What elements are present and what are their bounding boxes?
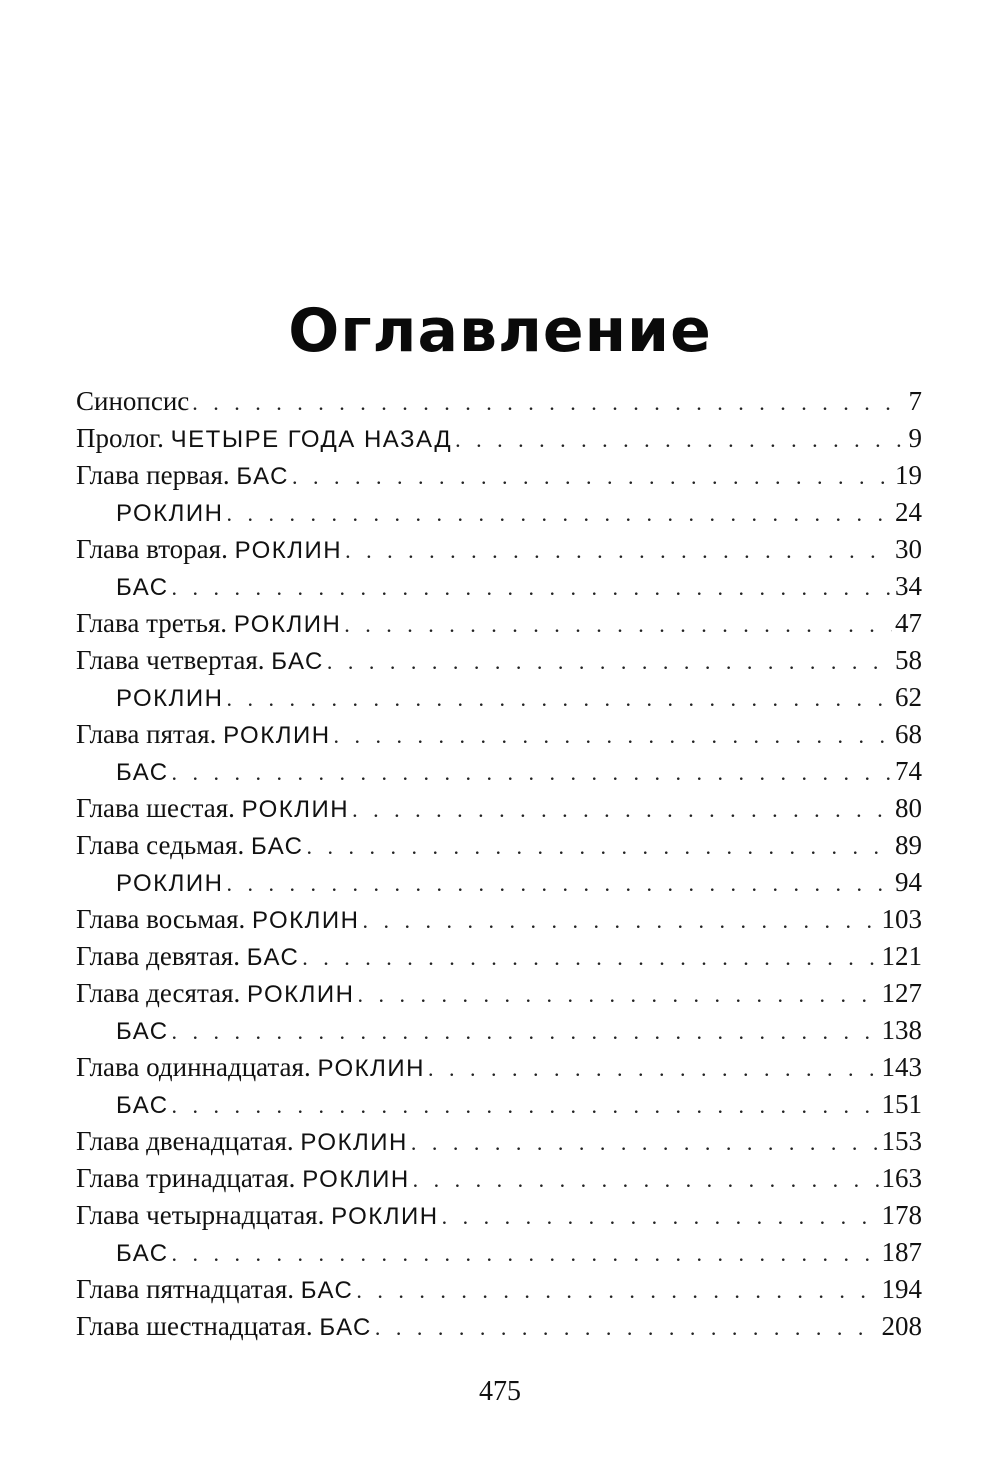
toc-entry-prefix: Глава четырнадцатая. [76,1200,332,1230]
dot-leader [226,680,892,717]
toc-entry [76,716,922,753]
toc-entry-page: 19 [895,460,922,490]
toc-entry-page: 80 [895,793,922,823]
toc-entry [76,827,922,864]
toc-title: Оглавление [288,296,712,366]
toc-entry-label [76,383,189,421]
toc-entry [76,1160,922,1197]
toc-entry [76,938,922,975]
toc-entry [76,457,922,494]
dot-leader [413,1161,879,1198]
dot-leader [411,1124,879,1161]
toc-entry-page: 151 [881,1089,922,1119]
toc-entry [76,531,922,568]
toc-entry-label [76,531,342,569]
toc-entry-page: 74 [895,756,922,786]
toc-entry-title: БАС [250,833,304,860]
toc-entry-label [116,679,223,717]
toc-entry-title: РОКЛИН [302,1166,410,1193]
toc-entry-label [76,1123,408,1161]
toc-entry-title: БАС [116,1092,169,1119]
toc-entry-page: 58 [895,645,922,675]
dot-leader [292,458,892,495]
dot-leader [334,717,892,754]
toc-entry-label [76,1308,372,1346]
dot-leader [172,1013,879,1050]
toc-entry-title: БАС [116,1240,169,1267]
toc-entry-prefix: Глава пятнадцатая. [76,1274,301,1304]
toc-entry [76,975,922,1012]
toc-entry-page: 208 [881,1311,922,1341]
toc-entry-label [116,494,223,532]
toc-entry-page: 143 [881,1052,922,1082]
toc-entry-page: 194 [881,1274,922,1304]
toc-entry-prefix: Глава пятая. [76,719,224,749]
toc-entry [76,642,922,679]
toc-entry [76,420,922,457]
dot-leader [362,902,878,939]
dot-leader [172,569,892,606]
dot-leader [375,1309,879,1346]
toc-entry-title: БАС [116,574,169,601]
toc-entry-page: 68 [895,719,922,749]
toc-entry-prefix: Синопсис [76,386,190,416]
toc-entry-label [116,1086,169,1124]
dot-leader [226,495,892,532]
toc-entry-label [76,420,452,458]
dot-leader [345,532,892,569]
toc-entry-page: 30 [895,534,922,564]
toc-entry-prefix: Глава шестнадцатая. [76,1311,320,1341]
toc-entry-title: РОКЛИН [116,870,224,897]
toc-entry [76,383,922,420]
dot-leader [302,939,878,976]
toc-entry-label [116,1012,169,1050]
toc-entry [76,1049,922,1086]
toc-entry [76,790,922,827]
toc-entry-title: РОКЛИН [317,1055,425,1082]
toc-entry-page: 7 [908,386,922,416]
dot-leader [455,421,905,458]
toc-entry-label [76,1271,353,1309]
toc-entry-title: РОКЛИН [241,796,350,823]
toc-entry [76,1308,922,1345]
toc-entry-page: 24 [895,497,922,527]
dot-leader [172,754,892,791]
toc-entry-page: 9 [908,423,922,453]
toc-entry-title: ЧЕТЫРЕ ГОДА НАЗАД [170,426,453,453]
toc-entry-prefix: Глава первая. [76,460,237,490]
toc-entry-title: БАС [319,1314,372,1341]
toc-entry-subsection [76,568,922,605]
dot-leader [344,606,892,643]
toc-entry-prefix: Пролог. [76,423,171,453]
toc-entry-title: РОКЛИН [234,537,343,564]
toc-entry-page: 153 [881,1126,922,1156]
dot-leader [192,384,905,421]
toc-entry-page: 103 [881,904,922,934]
toc-list [76,383,922,1345]
toc-entry-subsection [76,1012,922,1049]
toc-entry-title: РОКЛИН [223,722,331,749]
toc-entry-prefix: Глава шестая. [76,793,242,823]
toc-entry [76,1197,922,1234]
toc-entry-label [116,753,169,791]
toc-entry-label [76,975,354,1013]
dot-leader [442,1198,879,1235]
toc-entry-prefix: Глава третья. [76,608,234,638]
toc-entry-title: РОКЛИН [247,981,355,1008]
toc-entry-page: 163 [881,1163,922,1193]
toc-entry-label [76,642,324,680]
toc-entry-prefix: Глава десятая. [76,978,247,1008]
dot-leader [226,865,892,902]
toc-entry-subsection [76,494,922,531]
toc-entry-label [76,790,349,828]
toc-entry-label [76,938,299,976]
toc-entry-label [116,864,223,902]
toc-entry-page: 178 [881,1200,922,1230]
toc-entry-prefix: Глава девятая. [76,941,247,971]
toc-entry-subsection [76,1086,922,1123]
toc-entry-label [76,457,289,495]
dot-leader [307,828,892,865]
toc-entry-subsection [76,1234,922,1271]
toc-entry-label [76,716,331,754]
toc-entry-title: РОКЛИН [331,1203,439,1230]
toc-entry-page: 127 [881,978,922,1008]
toc-entry-prefix: Глава седьмая. [76,830,251,860]
toc-entry [76,605,922,642]
toc-entry-title: БАС [236,463,289,490]
toc-entry-title: БАС [271,648,324,675]
toc-entry-prefix: Глава вторая. [76,534,235,564]
toc-entry-label [116,1234,169,1272]
toc-entry-subsection [76,864,922,901]
toc-entry-title: РОКЛИН [116,685,224,712]
toc-entry-label [76,901,359,939]
toc-entry-page: 138 [881,1015,922,1045]
toc-entry-label [76,1049,425,1087]
toc-entry-page: 34 [895,571,922,601]
toc-entry-title: БАС [116,1018,169,1045]
toc-entry [76,1123,922,1160]
toc-entry-prefix: Глава тринадцатая. [76,1163,303,1193]
toc-entry-label [76,1197,439,1235]
dot-leader [327,643,892,680]
toc-entry-page: 94 [895,867,922,897]
dot-leader [428,1050,879,1087]
toc-entry-title: РОКЛИН [252,907,360,934]
toc-entry-title: РОКЛИН [233,611,342,638]
dot-leader [172,1235,879,1272]
toc-entry-page: 121 [881,941,922,971]
toc-entry-title: БАС [116,759,169,786]
toc-entry-label [76,605,341,643]
toc-entry [76,1271,922,1308]
toc-entry-subsection [76,753,922,790]
toc-entry-title: РОКЛИН [116,500,224,527]
toc-entry [76,901,922,938]
toc-entry-page: 89 [895,830,922,860]
toc-entry-prefix: Глава двенадцатая. [76,1126,301,1156]
toc-entry-prefix: Глава четвертая. [76,645,272,675]
toc-entry-title: БАС [246,944,300,971]
toc-entry-page: 62 [895,682,922,712]
dot-leader [357,976,878,1013]
toc-entry-title: РОКЛИН [300,1129,408,1156]
dot-leader [172,1087,879,1124]
toc-entry-page: 187 [881,1237,922,1267]
toc-entry-prefix: Глава одиннадцатая. [76,1052,318,1082]
toc-entry-title: БАС [300,1277,354,1304]
toc-entry-page: 47 [895,608,922,638]
dot-leader [356,1272,878,1309]
toc-entry-prefix: Глава восьмая. [76,904,253,934]
page-number: 475 [479,1376,521,1407]
toc-entry-label [116,568,169,606]
toc-entry-label [76,827,304,865]
dot-leader [352,791,892,828]
toc-entry-label [76,1160,410,1198]
toc-entry-subsection [76,679,922,716]
